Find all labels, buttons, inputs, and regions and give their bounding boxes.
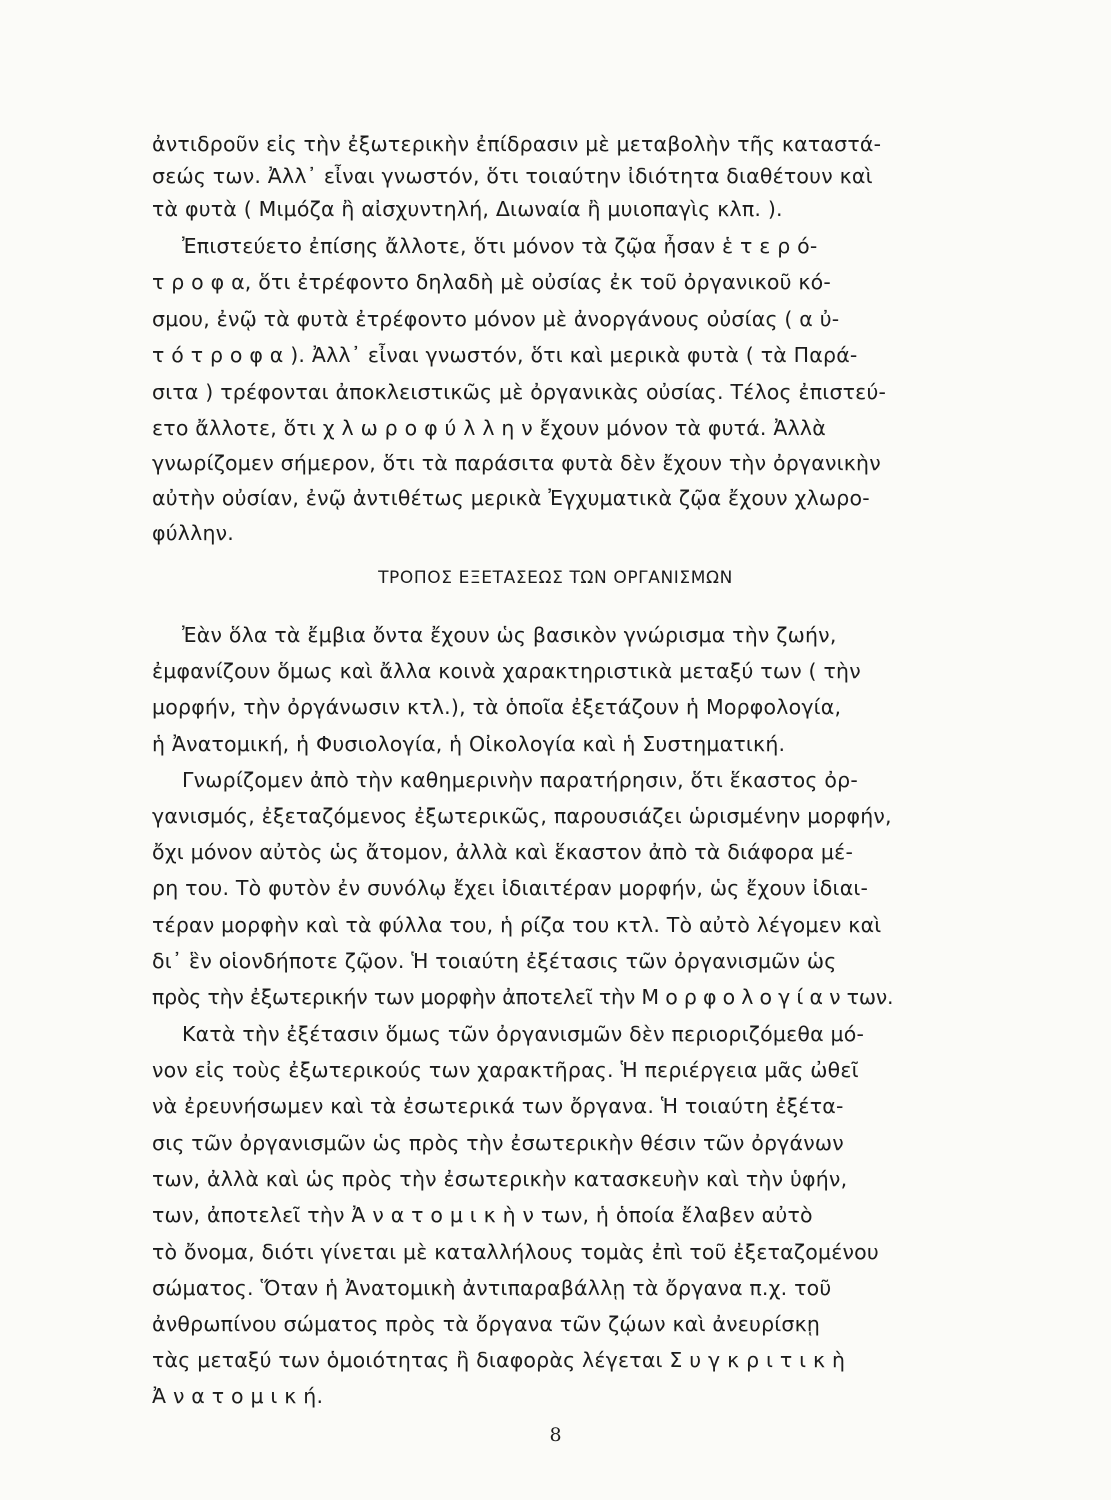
text-line: ἀνθρωπίνου σώματος πρὸς τὰ ὄργανα τῶν ζῴων καὶ ἀνευρίσκῃ [152, 1312, 821, 1336]
text-line: Ἐὰν ὅλα τὰ ἔμβια ὄντα ἔχουν ὡς βασικὸν γνώρισμα τὴν ζωήν, [182, 623, 837, 647]
text-line: σεώς των. Ἀλλ᾿ εἶναι γνωστόν, ὅτι τοιαύτην ἰδιότητα διαθέτουν καὶ [152, 164, 873, 188]
text-line: τ ρ ο φ α, ὅτι ἐτρέφοντο δηλαδὴ μὲ οὐσίας ἐκ τοῦ ὀργανικοῦ κό- [152, 270, 832, 294]
text-line: νὰ ἐρευνήσωμεν καὶ τὰ ἐσωτερικά των ὄργανα. Ἡ τοιαύτη ἐξέτα- [152, 1094, 844, 1118]
text-line: Ἀ ν α τ ο μ ι κ ή. [152, 1384, 324, 1408]
text-line: ἐμφανίζουν ὅμως καὶ ἄλλα κοινὰ χαρακτηριστικὰ μεταξύ των ( τὴν [152, 659, 861, 683]
text-line: τ ό τ ρ ο φ α ). Ἀλλ᾿ εἶναι γνωστόν, ὅτι καὶ μερικὰ φυτὰ ( τὰ Παρά- [152, 343, 858, 367]
text-line: Γνωρίζομεν ἀπὸ τὴν καθημερινὴν παρατήρησιν, ὅτι ἕκαστος ὀρ- [182, 768, 858, 792]
text-line: ὄχι μόνον αὐτὸς ὡς ἄτομον, ἀλλὰ καὶ ἕκαστον ἀπὸ τὰ διάφορα μέ- [152, 840, 854, 864]
text-line: μορφήν, τὴν ὀργάνωσιν κτλ.), τὰ ὁποῖα ἐξετάζουν ἡ Μορφολογία, [152, 695, 842, 719]
text-line: τὰ φυτὰ ( Μιμόζα ἢ αἰσχυντηλή, Διωναία ἢ μυιοπαγὶς κλπ. ). [152, 197, 783, 221]
text-line: Ἐπιστεύετο ἐπίσης ἄλλοτε, ὅτι μόνον τὰ ζῷα ἦσαν ἑ τ ε ρ ό- [182, 234, 818, 258]
text-line: ρη του. Τὸ φυτὸν ἐν συνόλῳ ἔχει ἰδιαιτέραν μορφήν, ὡς ἔχουν ἰδιαι- [152, 876, 869, 900]
text-line: των, ἀποτελεῖ τὴν Ἀ ν α τ ο μ ι κ ὴ ν των, ἡ ὁποία ἔλαβεν αὐτὸ [152, 1203, 813, 1227]
text-line: γνωρίζομεν σήμερον, ὅτι τὰ παράσιτα φυτὰ δὲν ἔχουν τὴν ὀργανικὴν [152, 451, 881, 475]
text-line: σώματος. Ὅταν ἡ Ἀνατομικὴ ἀντιπαραβάλλῃ τὰ ὄργανα π.χ. τοῦ [152, 1276, 832, 1300]
text-line: τὸ ὄνομα, διότι γίνεται μὲ καταλλήλους τομὰς ἐπὶ τοῦ ἐξεταζομένου [152, 1240, 879, 1264]
text-line: των, ἀλλὰ καὶ ὡς πρὸς τὴν ἐσωτερικὴν κατασκευὴν καὶ τὴν ὑφήν, [152, 1167, 848, 1191]
text-line: αὐτὴν οὐσίαν, ἐνῷ ἀντιθέτως μερικὰ Ἐγχυματικὰ ζῷα ἔχουν χλωρο- [152, 486, 870, 510]
text-line: τὰς μεταξύ των ὁμοιότητας ἢ διαφορὰς λέγεται Σ υ γ κ ρ ι τ ι κ ὴ [152, 1348, 846, 1372]
text-line: ετο ἄλλοτε, ὅτι χ λ ω ρ ο φ ύ λ λ η ν ἔχουν μόνον τὰ φυτά. Ἀλλὰ [152, 416, 826, 440]
text-line: νον εἰς τοὺς ἐξωτερικούς των χαρακτῆρας. Ἡ περιέργεια μᾶς ὠθεῖ [152, 1058, 859, 1082]
text-line: σμου, ἐνῷ τὰ φυτὰ ἐτρέφοντο μόνον μὲ ἀνοργάνους οὐσίας ( α ὐ- [152, 307, 840, 331]
text-line: γανισμός, ἐξεταζόμενος ἐξωτερικῶς, παρουσιάζει ὡρισμένην μορφήν, [152, 804, 892, 828]
text-line: σις τῶν ὀργανισμῶν ὡς πρὸς τὴν ἐσωτερικὴν θέσιν τῶν ὀργάνων [152, 1131, 844, 1155]
text-line: πρὸς τὴν ἐξωτερικήν των μορφὴν ἀποτελεῖ τὴν Μ ο ρ φ ο λ ο γ ί α ν των. [152, 985, 894, 1009]
text-line: τέραν μορφὴν καὶ τὰ φύλλα του, ἡ ρίζα του κτλ. Τὸ αὐτὸ λέγομεν καὶ [152, 913, 882, 937]
text-line: σιτα ) τρέφονται ἀποκλειστικῶς μὲ ὀργανικὰς οὐσίας. Τέλος ἐπιστεύ- [152, 380, 887, 404]
page-number: 8 [549, 1424, 562, 1446]
text-line: φύλλην. [152, 521, 235, 545]
text-line: δι᾿ ἓν οἱονδήποτε ζῷον. Ἡ τοιαύτη ἐξέτασις τῶν ὀργανισμῶν ὡς [152, 949, 837, 973]
text-line: Κατὰ τὴν ἐξέτασιν ὅμως τῶν ὀργανισμῶν δὲν περιοριζόμεθα μό- [182, 1022, 865, 1046]
text-line: ἡ Ἀνατομική, ἡ Φυσιολογία, ἡ Οἰκολογία καὶ ἡ Συστηματική. [152, 732, 786, 756]
section-heading: ΤΡΟΠΟΣ ΕΞΕΤΑΣΕΩΣ ΤΩΝ ΟΡΓΑΝΙΣΜΩΝ [378, 568, 733, 588]
text-line: ἀντιδροῦν εἰς τὴν ἐξωτερικὴν ἐπίδρασιν μὲ μεταβολὴν τῆς καταστά- [152, 132, 882, 156]
